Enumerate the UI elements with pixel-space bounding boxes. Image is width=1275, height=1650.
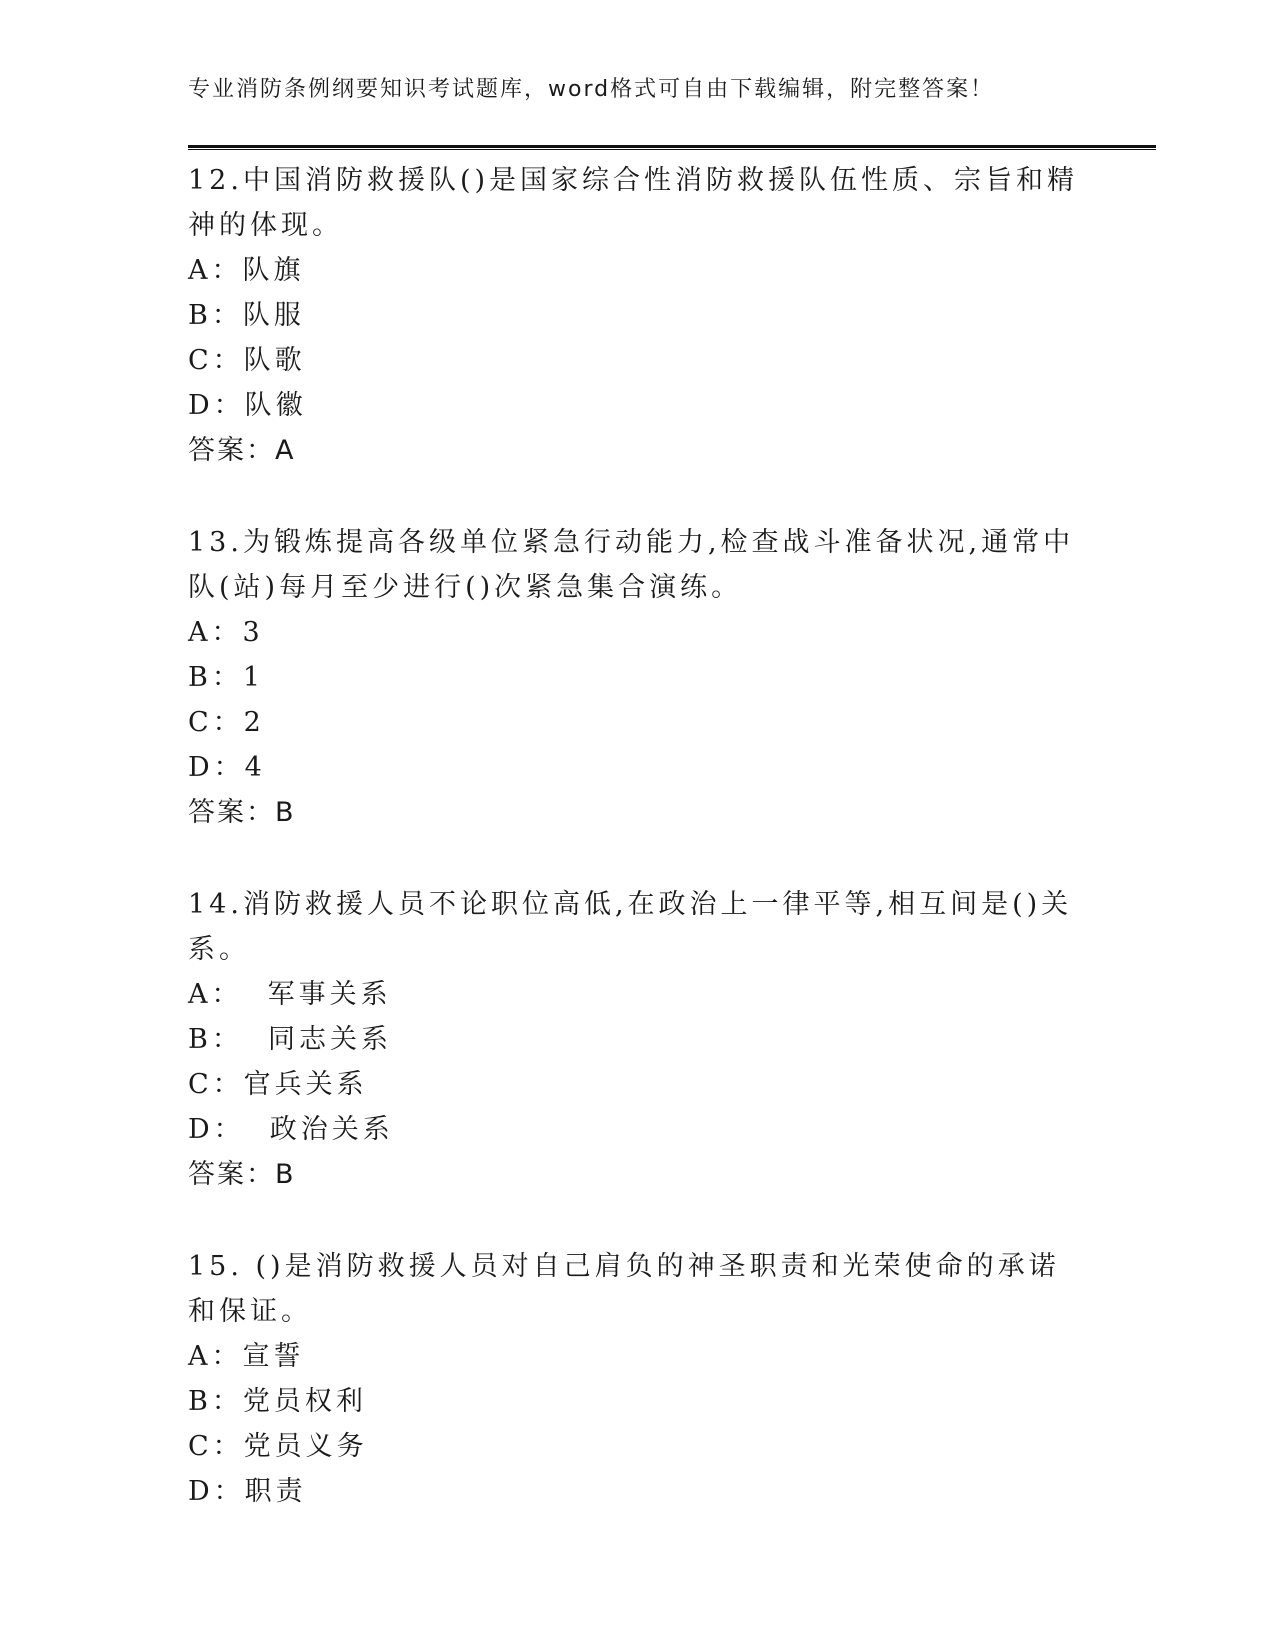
answer: 答案：B [188, 797, 296, 828]
page-header: 专业消防条例纲要知识考试题库，word格式可自由下载编辑，附完整答案！ [188, 77, 995, 102]
question-stem: 14.消防救援人员不论职位高低,在政治上一律平等,相互间是()关系。 [188, 889, 1073, 965]
answer: 答案：A [188, 435, 296, 466]
question-13 [188, 520, 1088, 836]
option-d: D：职责 [188, 1476, 307, 1507]
option-a: A： 军事关系 [188, 979, 392, 1010]
option-b: B：党员权利 [188, 1386, 367, 1417]
option-d: D： 政治关系 [188, 1114, 394, 1145]
option-b: B： 同志关系 [188, 1024, 393, 1055]
header-divider [188, 145, 1156, 150]
option-c: C：队歌 [188, 345, 306, 376]
question-stem: 15. ()是消防救援人员对自己肩负的神圣职责和光荣使命的承诺和保证。 [188, 1251, 1060, 1327]
question-stem: 12.中国消防救援队()是国家综合性消防救援队伍性质、宗旨和精神的体现。 [188, 165, 1079, 241]
option-d: D：队徽 [188, 390, 307, 421]
option-a: A：3 [188, 617, 264, 648]
option-c: C：党员义务 [188, 1431, 368, 1462]
question-list [188, 158, 1088, 1560]
option-a: A：宣誓 [188, 1341, 305, 1372]
option-a: A：队旗 [188, 255, 305, 286]
option-c: C：2 [188, 707, 265, 738]
option-c: C：官兵关系 [188, 1069, 368, 1100]
question-14 [188, 882, 1088, 1198]
question-12 [188, 158, 1088, 474]
option-b: B：1 [188, 662, 265, 693]
option-d: D：4 [188, 752, 266, 783]
option-b: B：队服 [188, 300, 305, 331]
question-15 [188, 1244, 1088, 1514]
question-stem: 13.为锻炼提高各级单位紧急行动能力,检查战斗准备状况,通常中队(站)每月至少进行()次紧急集合演练。 [188, 527, 1075, 603]
answer: 答案：B [188, 1159, 296, 1190]
